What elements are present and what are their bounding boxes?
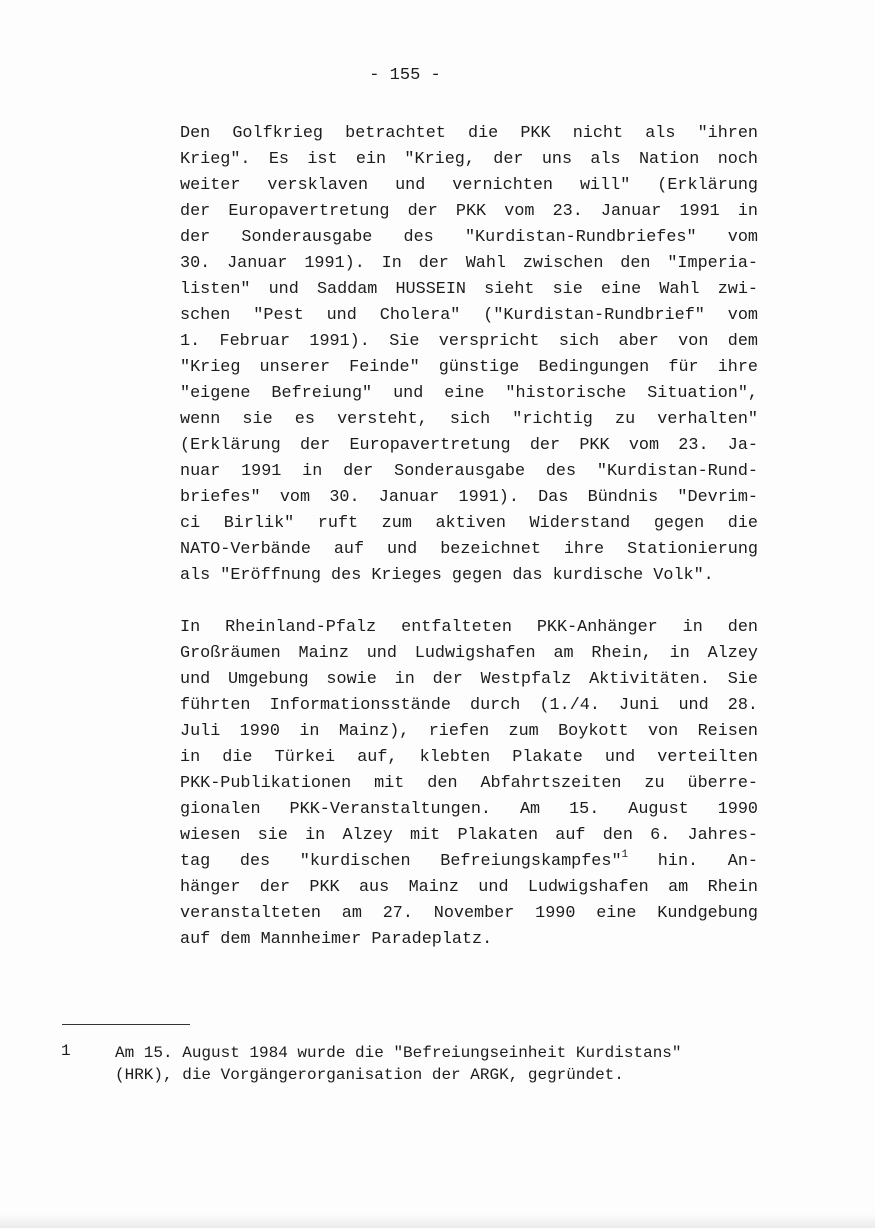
footnote-reference[interactable]: 1	[621, 849, 629, 861]
text-line: auf dem Mannheimer Paradeplatz.	[180, 930, 493, 949]
text-line: briefes" vom 30. Januar 1991). Das Bündnis "Devrim-	[180, 488, 758, 507]
text-line: nuar 1991 in der Sonderausgabe des "Kurdistan-Rund-	[180, 462, 758, 481]
text-line: weiter versklaven und vernichten will" (Erklärung	[180, 176, 758, 195]
text-line: wiesen sie in Alzey mit Plakaten auf den 6. Jahres-	[180, 826, 758, 845]
footnote-line: (HRK), die Vorgängerorganisation der ARGK, gegründet.	[115, 1066, 624, 1084]
text-line: ci Birlik" ruft zum aktiven Widerstand gegen die	[180, 514, 758, 533]
paragraph-gulf-war	[180, 121, 758, 589]
text-line: In Rheinland-Pfalz entfalteten PKK-Anhänger in den	[180, 618, 758, 637]
text-line: Juli 1990 in Mainz), riefen zum Boykott von Reisen	[180, 722, 758, 741]
text-line: in die Türkei auf, klebten Plakate und verteilten	[180, 748, 758, 767]
text-line: 30. Januar 1991). In der Wahl zwischen den "Imperia-	[180, 254, 758, 273]
text-line: NATO-Verbände auf und bezeichnet ihre Stationierung	[180, 540, 758, 559]
paragraph-rheinland-pfalz	[180, 615, 758, 953]
text-line: und Umgebung sowie in der Westpfalz Aktivitäten. Sie	[180, 670, 758, 689]
text-line: Großräumen Mainz und Ludwigshafen am Rhein, in Alzey	[180, 644, 758, 663]
text-line: schen "Pest und Cholera" ("Kurdistan-Rundbrief" vom	[180, 306, 758, 325]
page-number: - 155 -	[369, 66, 441, 85]
text-line: Den Golfkrieg betrachtet die PKK nicht als "ihren	[180, 124, 758, 143]
scan-edge-shadow	[0, 1214, 875, 1228]
text-line: "Krieg unserer Feinde" günstige Bedingungen für ihre	[180, 358, 758, 377]
text-segment: tag des "kurdischen Befreiungskampfes"	[180, 852, 622, 871]
footnote-text	[115, 1042, 765, 1086]
text-line: der Europavertretung der PKK vom 23. Januar 1991 in	[180, 202, 758, 221]
text-line: Krieg". Es ist ein "Krieg, der uns als Nation noch	[180, 150, 758, 169]
text-line: wenn sie es versteht, sich "richtig zu verhalten"	[180, 410, 758, 429]
text-line: "eigene Befreiung" und eine "historische Situation",	[180, 384, 758, 403]
text-line: als "Eröffnung des Krieges gegen das kurdische Volk".	[180, 566, 714, 585]
text-line: führten Informationsstände durch (1./4. Juni und 28.	[180, 696, 758, 715]
text-segment: hin. An-	[628, 852, 758, 871]
text-line: 1. Februar 1991). Sie verspricht sich aber von dem	[180, 332, 758, 351]
text-line-with-footnote-ref	[180, 849, 758, 875]
text-line: PKK-Publikationen mit den Abfahrtszeiten zu überre-	[180, 774, 758, 793]
text-line: hänger der PKK aus Mainz und Ludwigshafen am Rhein	[180, 878, 758, 897]
text-line: der Sonderausgabe des "Kurdistan-Rundbriefes" vom	[180, 228, 758, 247]
footnote-separator	[62, 1024, 190, 1025]
footnote-mark: 1	[61, 1042, 71, 1060]
text-line: gionalen PKK-Veranstaltungen. Am 15. August 1990	[180, 800, 758, 819]
text-line: veranstalteten am 27. November 1990 eine Kundgebung	[180, 904, 758, 923]
text-line: listen" und Saddam HUSSEIN sieht sie eine Wahl zwi-	[180, 280, 758, 299]
text-line: (Erklärung der Europavertretung der PKK vom 23. Ja-	[180, 436, 758, 455]
footnote-line: Am 15. August 1984 wurde die "Befreiungseinheit Kurdistans"	[115, 1044, 682, 1062]
